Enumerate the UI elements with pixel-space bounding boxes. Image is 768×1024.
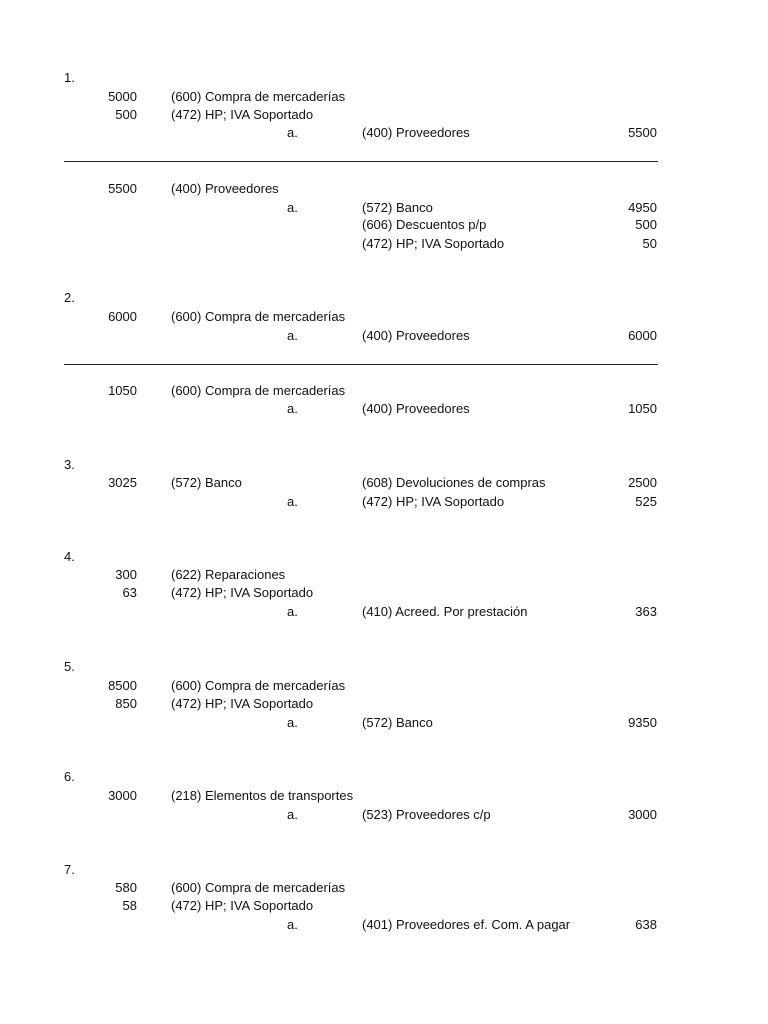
debit-account: (600) Compra de mercaderías (171, 383, 346, 398)
entry-number: 7. (64, 862, 75, 877)
credit-account: (410) Acreed. Por prestación (362, 604, 528, 619)
a-marker: a. (287, 125, 298, 140)
credit-account: (572) Banco (362, 200, 433, 215)
debit-amount: 850 (115, 696, 137, 711)
credit-account: (606) Descuentos p/p (362, 217, 487, 232)
debit-account: (622) Reparaciones (171, 567, 286, 582)
credit-amount: 363 (635, 604, 657, 619)
debit-account: (600) Compra de mercaderías (171, 309, 346, 324)
credit-account: (401) Proveedores ef. Com. A pagar (362, 917, 571, 932)
a-marker: a. (287, 917, 298, 932)
debit-account: (400) Proveedores (171, 181, 279, 196)
credit-account: (472) HP; IVA Soportado (362, 494, 505, 509)
a-marker: a. (287, 494, 298, 509)
debit-amount: 8500 (108, 678, 137, 693)
debit-amount: 3025 (108, 475, 137, 490)
debit-amount: 5500 (108, 181, 137, 196)
debit-amount: 500 (115, 107, 137, 122)
a-marker: a. (287, 807, 298, 822)
credit-account: (572) Banco (362, 715, 433, 730)
credit-amount: 3000 (628, 807, 657, 822)
debit-amount: 6000 (108, 309, 137, 324)
debit-account: (472) HP; IVA Soportado (171, 898, 314, 913)
entry-number: 3. (64, 457, 75, 472)
entry-number: 2. (64, 290, 75, 305)
credit-account: (400) Proveedores (362, 328, 470, 343)
debit-account: (218) Elementos de transportes (171, 788, 354, 803)
debit-account: (600) Compra de mercaderías (171, 678, 346, 693)
credit-amount: 4950 (628, 200, 657, 215)
debit-amount: 58 (122, 898, 137, 913)
debit-amount: 300 (115, 567, 137, 582)
credit-amount: 50 (642, 236, 657, 251)
divider-line (64, 364, 658, 365)
credit-amount: 525 (635, 494, 657, 509)
credit-account: (400) Proveedores (362, 125, 470, 140)
a-marker: a. (287, 715, 298, 730)
credit-account: (608) Devoluciones de compras (362, 475, 546, 490)
a-marker: a. (287, 401, 298, 416)
divider-line (64, 161, 658, 162)
debit-amount: 3000 (108, 788, 137, 803)
credit-account: (472) HP; IVA Soportado (362, 236, 505, 251)
debit-amount: 5000 (108, 89, 137, 104)
credit-account: (400) Proveedores (362, 401, 470, 416)
debit-account: (472) HP; IVA Soportado (171, 107, 314, 122)
debit-amount: 63 (122, 585, 137, 600)
credit-amount: 5500 (628, 125, 657, 140)
debit-account: (600) Compra de mercaderías (171, 880, 346, 895)
credit-account: (523) Proveedores c/p (362, 807, 491, 822)
credit-amount: 500 (635, 217, 657, 232)
debit-amount: 580 (115, 880, 137, 895)
debit-account: (472) HP; IVA Soportado (171, 585, 314, 600)
a-marker: a. (287, 604, 298, 619)
debit-account: (572) Banco (171, 475, 242, 490)
entry-number: 6. (64, 769, 75, 784)
a-marker: a. (287, 200, 298, 215)
credit-amount: 6000 (628, 328, 657, 343)
debit-account: (472) HP; IVA Soportado (171, 696, 314, 711)
credit-amount: 638 (635, 917, 657, 932)
a-marker: a. (287, 328, 298, 343)
credit-amount: 2500 (628, 475, 657, 490)
debit-account: (600) Compra de mercaderías (171, 89, 346, 104)
credit-amount: 1050 (628, 401, 657, 416)
entry-number: 5. (64, 659, 75, 674)
credit-amount: 9350 (628, 715, 657, 730)
debit-amount: 1050 (108, 383, 137, 398)
entry-number: 1. (64, 70, 75, 85)
entry-number: 4. (64, 549, 75, 564)
